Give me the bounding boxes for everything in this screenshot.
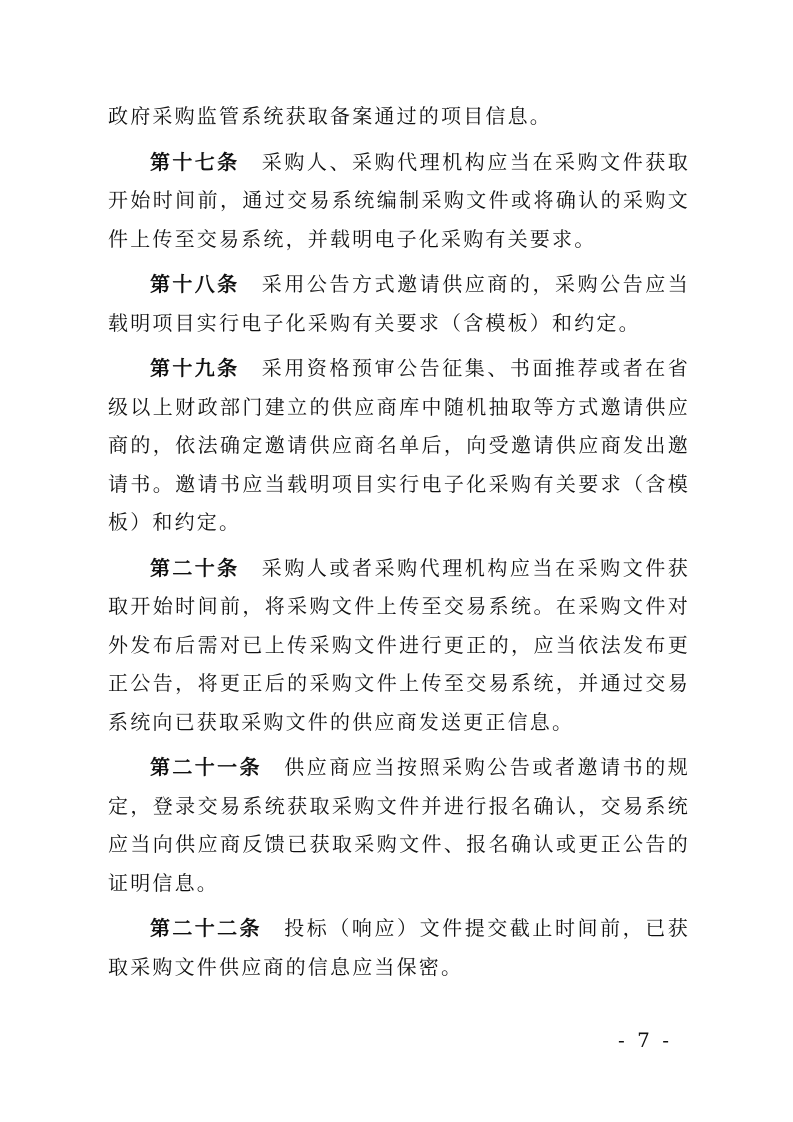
paragraph-text: 采购人或者采购代理机构应当在采购文件获取开始时间前，将采购文件上传至交易系统。在采购文件对外发布后需对已上传采购文件进行更正的，应当依法发布更正公告，将更正后的采购文件上传至交易系统，并通过交易系统向已获取采购文件的供应商发送更正信息。 <box>108 555 691 734</box>
paragraph-text: 政府采购监管系统获取备案通过的项目信息。 <box>108 104 552 128</box>
article-21 <box>108 748 690 902</box>
article-heading: 第二十一条 <box>150 755 262 779</box>
article-22 <box>108 909 690 986</box>
paragraph-text: 采用公告方式邀请供应商的，采购公告应当载明项目实行电子化采购有关要求（含模板）和约定。 <box>108 272 691 335</box>
page-number: - 7 - <box>618 1028 672 1052</box>
paragraph-text: 采用资格预审公告征集、书面推荐或者在省级以上财政部门建立的供应商库中随机抽取等方式邀请供应商的，依法确定邀请供应商名单后，向受邀请供应商发出邀请书。邀请书应当载明项目实行电子化采购有关要求（含模板）和约定。 <box>108 356 691 534</box>
article-18 <box>108 265 690 342</box>
article-heading: 第二十二条 <box>150 916 262 940</box>
article-heading: 第十七条 <box>150 149 240 174</box>
paragraph-continuation <box>108 97 690 136</box>
paragraph-text: 采购人、采购代理机构应当在采购文件获取开始时间前，通过交易系统编制采购文件或将确认的采购文件上传至交易系统，并载明电子化采购有关要求。 <box>108 149 691 251</box>
paragraph-text: 供应商应当按照采购公告或者邀请书的规定，登录交易系统获取采购文件并进行报名确认，交易系统应当向供应商反馈已获取采购文件、报名确认或更正公告的证明信息。 <box>108 755 690 895</box>
paragraph-text: 投标（响应）文件提交截止时间前，已获取采购文件供应商的信息应当保密。 <box>108 916 690 979</box>
article-17 <box>108 143 690 259</box>
article-20 <box>108 549 690 742</box>
article-heading: 第十八条 <box>150 272 240 296</box>
article-heading: 第十九条 <box>150 356 240 380</box>
article-19 <box>108 349 690 542</box>
article-heading: 第二十条 <box>150 555 240 580</box>
document-body <box>108 97 690 986</box>
